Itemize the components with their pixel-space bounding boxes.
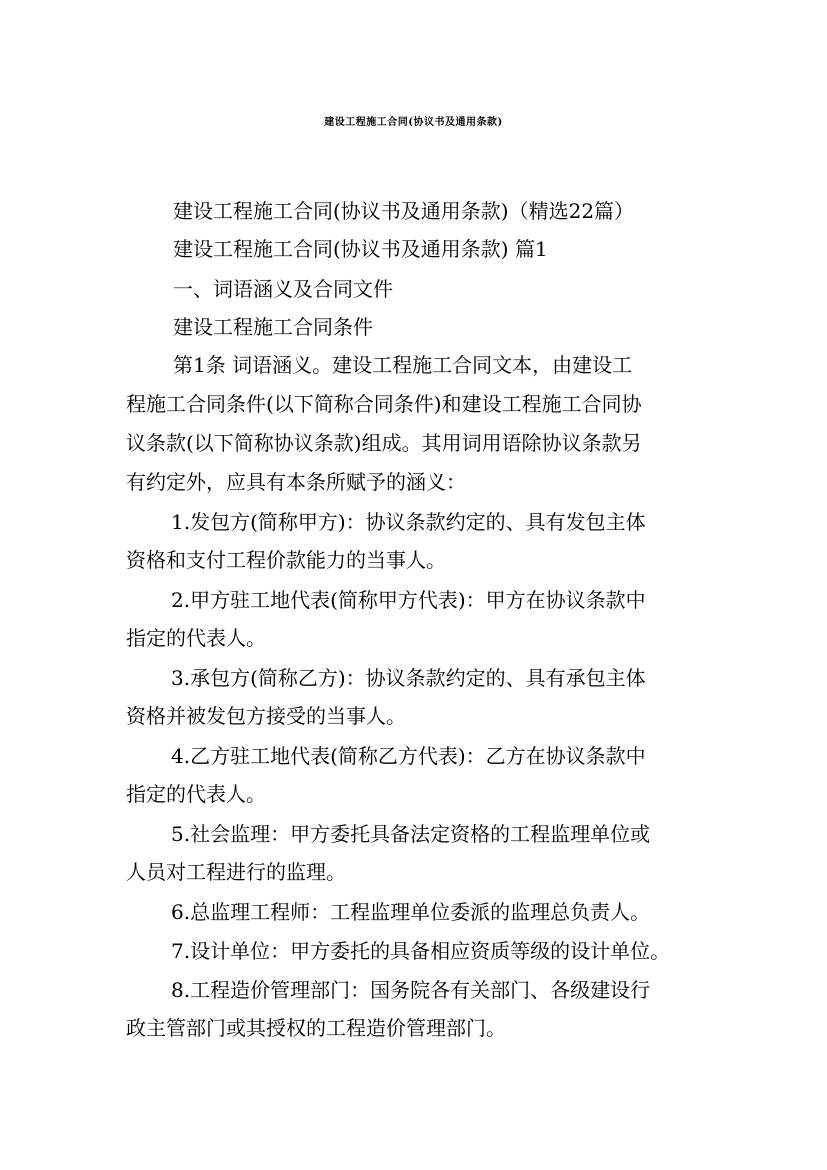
- paragraph-line: 资格和支付工程价款能力的当事人。: [126, 548, 446, 572]
- paragraph-line: 建设工程施工合同(协议书及通用条款) 篇1: [173, 237, 548, 261]
- paragraph-line: 人员对工程进行的监理。: [126, 860, 346, 884]
- paragraph-line: 建设工程施工合同(协议书及通用条款)（精选22篇）: [173, 199, 635, 223]
- paragraph-line: 4.乙方驻工地代表(简称乙方代表)：乙方在协议条款中: [171, 744, 646, 768]
- document-title: 建设工程施工合同(协议书及通用条款): [324, 117, 503, 128]
- paragraph-line: 7.设计单位：甲方委托的具备相应资质等级的设计单位。: [171, 939, 671, 963]
- paragraph-line: 资格并被发包方接受的当事人。: [126, 704, 406, 728]
- paragraph-line: 3.承包方(简称乙方)：协议条款约定的、具有承包主体: [171, 666, 646, 690]
- paragraph-line: 建设工程施工合同条件: [173, 315, 373, 339]
- paragraph-line: 第1条 词语涵义。建设工程施工合同文本，由建设工: [173, 353, 633, 377]
- paragraph-line: 程施工合同条件(以下简称合同条件)和建设工程施工合同协: [126, 392, 642, 416]
- paragraph-line: 指定的代表人。: [126, 782, 266, 806]
- paragraph-line: 5.社会监理：甲方委托具备法定资格的工程监理单位或: [171, 822, 651, 846]
- paragraph-line: 2.甲方驻工地代表(简称甲方代表)：甲方在协议条款中: [171, 588, 646, 612]
- paragraph-line: 有约定外，应具有本条所赋予的涵义：: [126, 470, 466, 494]
- paragraph-line: 8.工程造价管理部门：国务院各有关部门、各级建设行: [171, 978, 651, 1002]
- paragraph-line: 议条款(以下简称协议条款)组成。其用词用语除协议条款另: [126, 431, 642, 455]
- paragraph-line: 政主管部门或其授权的工程造价管理部门。: [126, 1016, 506, 1040]
- paragraph-line: 6.总监理工程师：工程监理单位委派的监理总负责人。: [171, 900, 651, 924]
- paragraph-line: 1.发包方(简称甲方)：协议条款约定的、具有发包主体: [171, 510, 646, 534]
- paragraph-line: 一、词语涵义及合同文件: [173, 277, 393, 301]
- paragraph-line: 指定的代表人。: [126, 626, 266, 650]
